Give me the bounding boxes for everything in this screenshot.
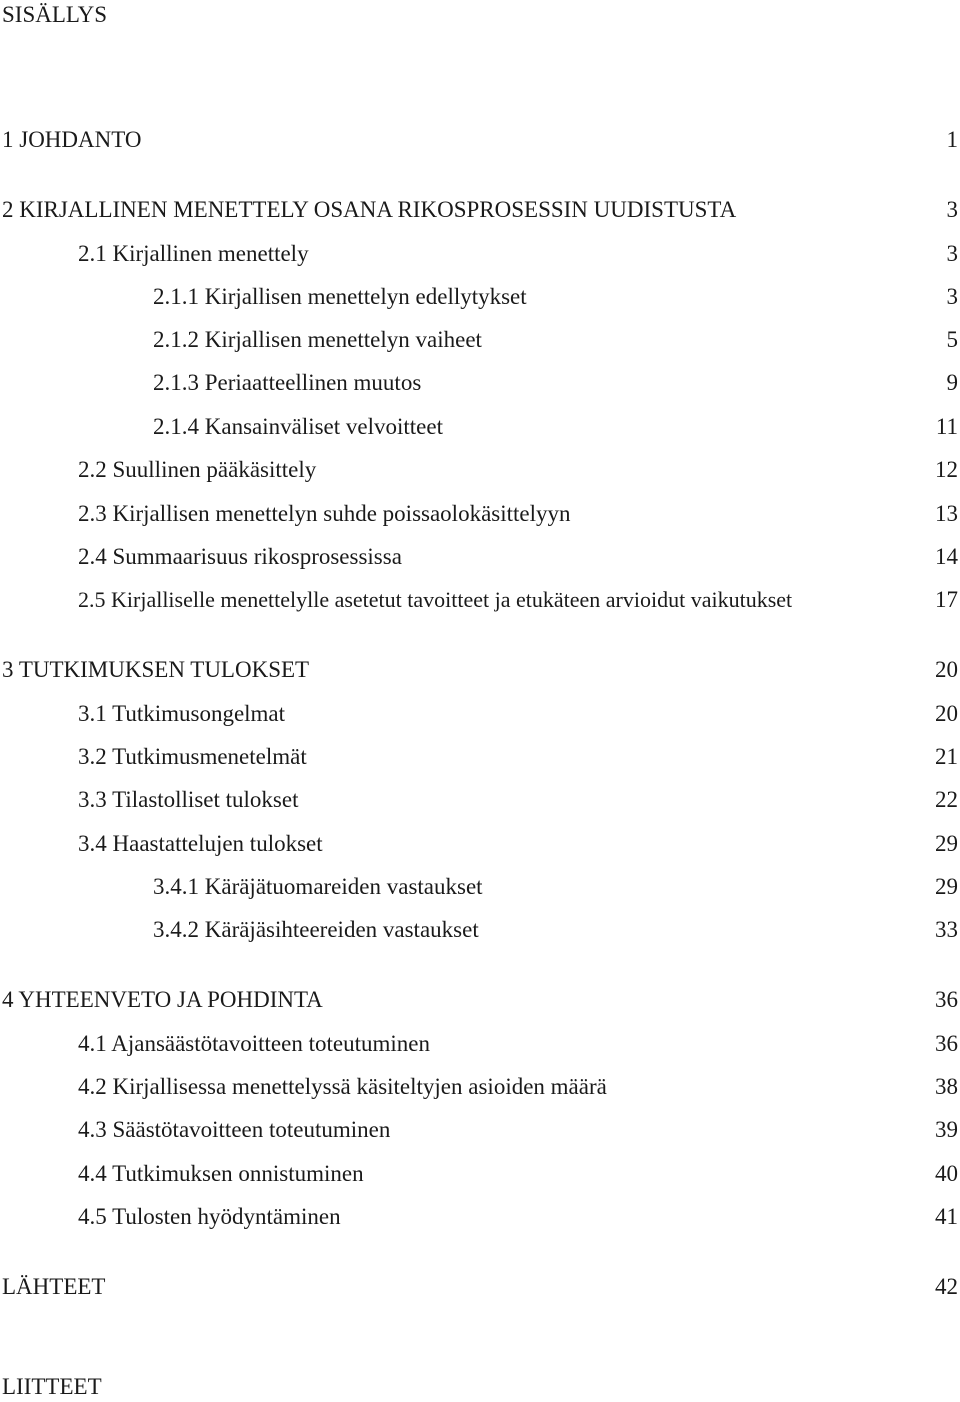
toc-entry-page: 42 bbox=[935, 1274, 958, 1299]
toc-entry-section-4-4[interactable] bbox=[0, 1159, 960, 1189]
toc-entry-label: 4.4 Tutkimuksen onnistuminen bbox=[78, 1161, 364, 1186]
page-title: SISÄLLYS bbox=[2, 2, 108, 27]
toc-entry-page: 20 bbox=[935, 657, 958, 682]
toc-entry-page: 22 bbox=[935, 787, 958, 812]
toc-entry-label: 3.3 Tilastolliset tulokset bbox=[78, 787, 299, 812]
toc-entry-label: LÄHTEET bbox=[2, 1274, 106, 1299]
toc-entry-page: 3 bbox=[946, 241, 958, 266]
toc-entry-section-2-4[interactable] bbox=[0, 542, 960, 572]
toc-entry-label: 2.1 Kirjallinen menettely bbox=[78, 241, 309, 266]
toc-entry-page: 9 bbox=[946, 370, 958, 395]
toc-entry-subsection-2-1-1[interactable] bbox=[0, 282, 960, 312]
toc-entry-section-4-2[interactable] bbox=[0, 1072, 960, 1102]
toc-entry-label: 4.3 Säästötavoitteen toteutuminen bbox=[78, 1117, 391, 1142]
toc-entry-section-3-3[interactable] bbox=[0, 785, 960, 815]
toc-entry-section-4-3[interactable] bbox=[0, 1115, 960, 1145]
toc-entry-label: 4.2 Kirjallisessa menettelyssä käsiteltyjen asioiden määrä bbox=[78, 1074, 607, 1099]
toc-entry-label: 2.4 Summaarisuus rikosprosessissa bbox=[78, 544, 402, 569]
toc-entry-page: 39 bbox=[935, 1117, 958, 1142]
toc-entry-page: 21 bbox=[935, 744, 958, 769]
toc-entry-label: 2.1.4 Kansainväliset velvoitteet bbox=[153, 414, 443, 439]
toc-entry-section-3-2[interactable] bbox=[0, 742, 960, 772]
toc-entry-label: 3.4.1 Käräjätuomareiden vastaukset bbox=[153, 874, 483, 899]
toc-entry-label: 2.1.3 Periaatteellinen muutos bbox=[153, 370, 422, 395]
toc-entry-label: 3.1 Tutkimusongelmat bbox=[78, 701, 286, 726]
toc-entry-page: 36 bbox=[935, 1031, 958, 1056]
toc-entry-subsection-2-1-2[interactable] bbox=[0, 325, 960, 355]
toc-entry-page: 29 bbox=[935, 874, 958, 899]
toc-entry-page: 1 bbox=[946, 127, 958, 152]
toc-entry-page: 13 bbox=[935, 501, 958, 526]
toc-entry-page: 36 bbox=[935, 987, 958, 1012]
toc-entry-label: 4.5 Tulosten hyödyntäminen bbox=[78, 1204, 341, 1229]
toc-entry-label: 4.1 Ajansäästötavoitteen toteutuminen bbox=[78, 1031, 430, 1056]
toc-entry-page: 33 bbox=[935, 917, 958, 942]
toc-entry-chapter-4[interactable] bbox=[0, 985, 960, 1015]
toc-entry-page: 3 bbox=[946, 284, 958, 309]
toc-entry-section-2-2[interactable] bbox=[0, 455, 960, 485]
toc-entry-subsection-2-1-3[interactable] bbox=[0, 368, 960, 398]
toc-entry-appendices[interactable]: LIITTEET bbox=[2, 1374, 102, 1399]
toc-entry-section-4-5[interactable] bbox=[0, 1202, 960, 1232]
toc-entry-subsection-2-1-4[interactable] bbox=[0, 412, 960, 442]
toc-entry-page: 38 bbox=[935, 1074, 958, 1099]
toc-entry-subsection-3-4-2[interactable] bbox=[0, 915, 960, 945]
toc-entry-label: 2.3 Kirjallisen menettelyn suhde poissaolokäsittelyyn bbox=[78, 501, 571, 526]
toc-entry-label: 2.2 Suullinen pääkäsittely bbox=[78, 457, 317, 482]
toc-entry-section-2-3[interactable] bbox=[0, 499, 960, 529]
toc-entry-page: 12 bbox=[935, 457, 958, 482]
toc-entry-label: 1 JOHDANTO bbox=[2, 127, 142, 152]
toc-entry-label: 2.5 Kirjalliselle menettelylle asetetut tavoitteet ja etukäteen arvioidut vaikutukset bbox=[78, 587, 793, 612]
toc-entry-page: 11 bbox=[935, 414, 958, 439]
toc-entry-section-4-1[interactable] bbox=[0, 1029, 960, 1059]
toc-entry-chapter-2[interactable] bbox=[0, 195, 960, 225]
toc-entry-page: 17 bbox=[935, 587, 958, 612]
toc-entry-section-2-5[interactable] bbox=[0, 585, 960, 615]
toc-entry-page: 5 bbox=[946, 327, 958, 352]
toc-entry-label: 3 TUTKIMUKSEN TULOKSET bbox=[2, 657, 310, 682]
toc-entry-page: 40 bbox=[935, 1161, 958, 1186]
toc-entry-label: 3.4.2 Käräjäsihteereiden vastaukset bbox=[153, 917, 479, 942]
toc-entry-subsection-3-4-1[interactable] bbox=[0, 872, 960, 902]
toc-entry-section-3-4[interactable] bbox=[0, 829, 960, 859]
toc-entry-references[interactable] bbox=[0, 1272, 960, 1302]
toc-entry-section-2-1[interactable] bbox=[0, 239, 960, 269]
toc-entry-chapter-1[interactable] bbox=[0, 125, 960, 155]
toc-entry-page: 3 bbox=[946, 197, 958, 222]
toc-entry-label: 2 KIRJALLINEN MENETTELY OSANA RIKOSPROSESSIN UUDISTUSTA bbox=[2, 197, 737, 222]
toc-entry-label: 2.1.1 Kirjallisen menettelyn edellytykset bbox=[153, 284, 527, 309]
toc-entry-label: 3.4 Haastattelujen tulokset bbox=[78, 831, 323, 856]
toc-entry-page: 20 bbox=[935, 701, 958, 726]
toc-entry-label: 4 YHTEENVETO JA POHDINTA bbox=[2, 987, 323, 1012]
toc-entry-label: 2.1.2 Kirjallisen menettelyn vaiheet bbox=[153, 327, 482, 352]
toc-entry-chapter-3[interactable] bbox=[0, 655, 960, 685]
toc-entry-section-3-1[interactable] bbox=[0, 699, 960, 729]
toc-entry-page: 14 bbox=[935, 544, 958, 569]
toc-entry-page: 41 bbox=[935, 1204, 958, 1229]
toc-entry-page: 29 bbox=[935, 831, 958, 856]
toc-entry-label: 3.2 Tutkimusmenetelmät bbox=[78, 744, 307, 769]
